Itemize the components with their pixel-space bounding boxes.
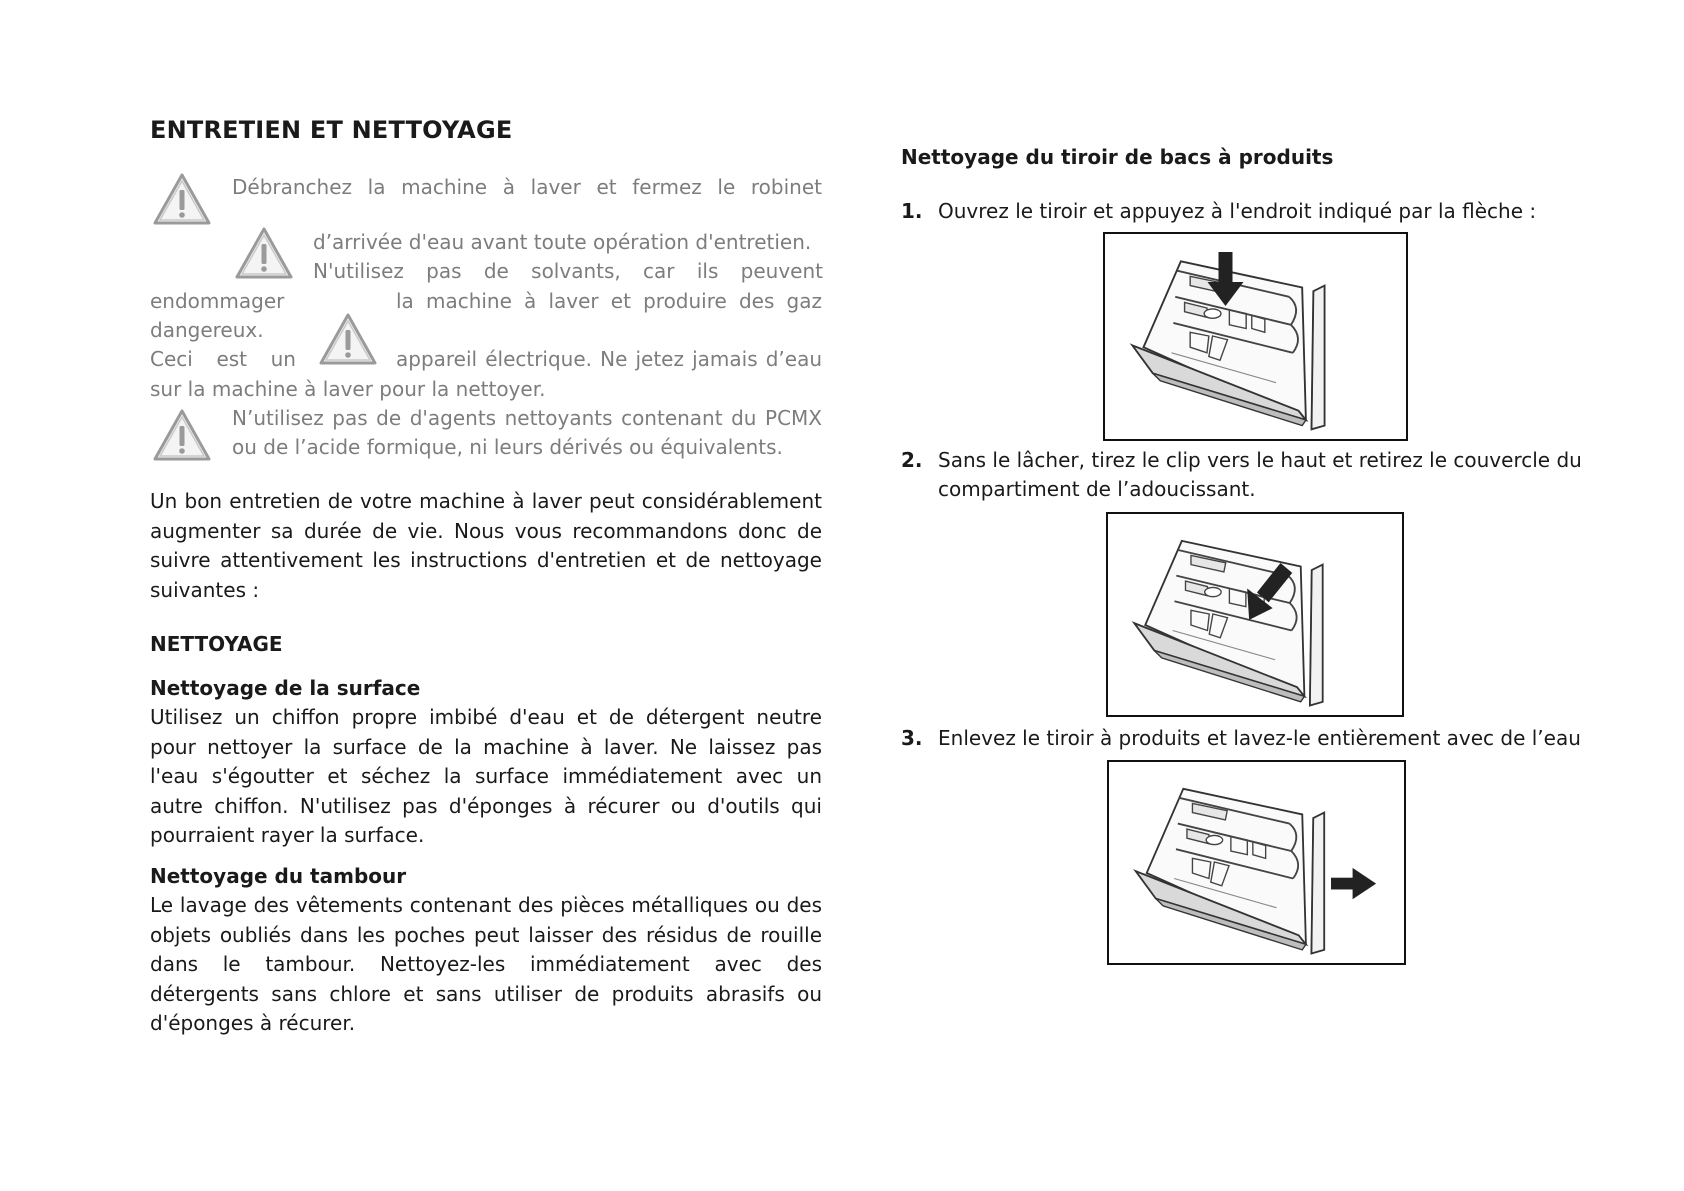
subsection-heading: Nettoyage de la surface xyxy=(150,676,421,700)
warning-triangle-icon xyxy=(152,172,212,226)
arrow-right-icon xyxy=(1331,868,1376,899)
warning-text: la machine à laver et produire des gaz xyxy=(396,289,822,313)
drum-paragraph: Le lavage des vêtements contenant des pièces métalliques ou des objets oubliés dans les poches peut laisser des résidus de rouille dans le tambour. Nettoyez-les immédiatement avec des détergents sans chlore et sans utiliser de produits abrasifs ou d'éponges à récurer. xyxy=(150,893,822,1035)
warning-text: N’utilisez pas de d'agents nettoyants contenant du PCMX xyxy=(232,406,822,430)
step-text: compartiment de l’adoucissant. xyxy=(938,477,1256,501)
warning-text: endommager xyxy=(150,289,285,313)
drawer-figure-2 xyxy=(1106,512,1404,717)
warning-text: N'utilisez pas de solvants, car ils peuvent xyxy=(313,259,823,283)
intro-paragraph: Un bon entretien de votre machine à laver peut considérablement augmenter sa durée de vie. Nous vous recommandons donc de suivre attentivement les instructions d'entretien et de nettoyage suivantes : xyxy=(150,489,822,602)
warning-text: ou de l’acide formique, ni leurs dérivés ou équivalents. xyxy=(232,435,783,459)
section-title: NETTOYAGE xyxy=(150,632,283,656)
step-text: Enlevez le tiroir à produits et lavez-le entièrement avec de l’eau xyxy=(938,726,1581,750)
step-text: Ouvrez le tiroir et appuyez à l'endroit indiqué par la flèche : xyxy=(938,199,1537,223)
step-number: 2. xyxy=(901,448,923,472)
step-number: 1. xyxy=(901,199,923,223)
warning-triangle-icon xyxy=(152,408,212,462)
warning-text: Débranchez la machine à laver et fermez le robinet xyxy=(232,175,822,199)
warning-text: d’arrivée d'eau avant toute opération d'entretien. xyxy=(313,230,812,254)
right-heading: Nettoyage du tiroir de bacs à produits xyxy=(901,145,1334,169)
warning-text: dangereux. xyxy=(150,318,264,342)
warning-text: sur la machine à laver pour la nettoyer. xyxy=(150,377,546,401)
subsection-heading: Nettoyage du tambour xyxy=(150,864,407,888)
drawer-figure-1 xyxy=(1103,232,1408,441)
warning-text: Ceci est un xyxy=(150,347,296,371)
drawer-figure-3 xyxy=(1107,760,1406,965)
warning-text: appareil électrique. Ne jetez jamais d’eau xyxy=(396,347,822,371)
step-text: Sans le lâcher, tirez le clip vers le haut et retirez le couvercle du xyxy=(938,448,1582,472)
step-number: 3. xyxy=(901,726,923,750)
warning-triangle-icon xyxy=(234,226,294,280)
warning-triangle-icon xyxy=(318,312,378,366)
page-title: ENTRETIEN ET NETTOYAGE xyxy=(150,116,513,144)
surface-paragraph: Utilisez un chiffon propre imbibé d'eau et de détergent neutre pour nettoyer la surface de la machine à laver. Ne laissez pas l'eau s'égoutter et séchez la surface immédiatement avec un autre chiffon. N'utilisez pas d'éponges à récurer ou d'outils qui pourraient rayer la surface. xyxy=(150,705,822,847)
